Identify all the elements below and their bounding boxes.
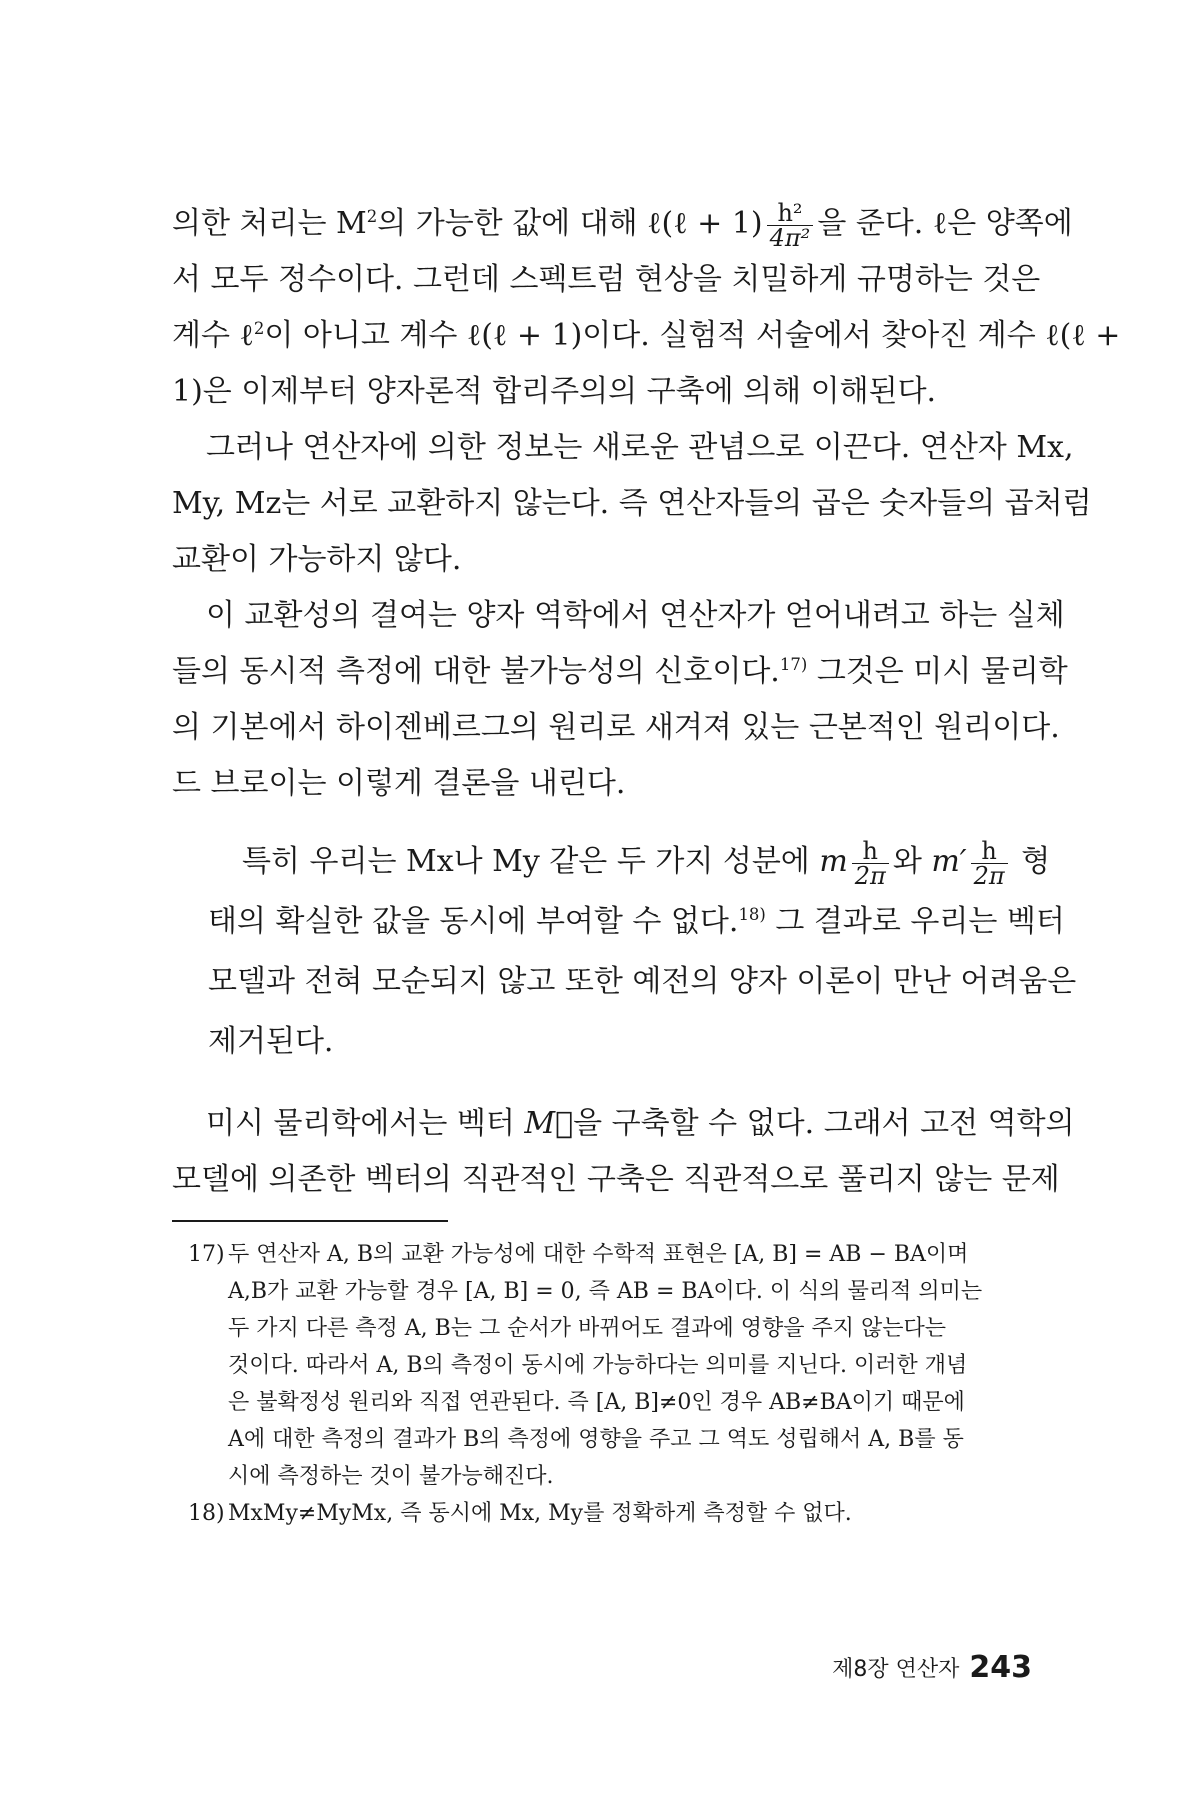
fraction-h-2pi (971, 836, 1008, 890)
footnote-number: 18) (188, 1501, 225, 1526)
paragraph-1 (172, 196, 1121, 812)
text-line: 서 모두 정수이다. 그런데 스펙트럼 현상을 치밀하게 규명하는 것은 (172, 262, 1041, 297)
text-line: 드 브로이는 이렇게 결론을 내린다. (172, 766, 626, 801)
text-line: 모델과 전혀 모순되지 않고 또한 예전의 양자 이론이 만난 어려움은 (208, 964, 1077, 999)
text-line (172, 196, 1073, 252)
text-span: 그것은 미시 물리학 (807, 654, 1068, 689)
fraction-denominator: 2π (854, 861, 886, 890)
fraction-h2-4pi2 (767, 198, 814, 252)
text-line: 시에 측정하는 것이 불가능해진다. (228, 1464, 554, 1489)
text-line: 두 가지 다른 측정 A, B는 그 순서가 바뀌어도 결과에 영향을 주지 않는다는 (228, 1316, 947, 1341)
footnote-number: 17) (188, 1242, 225, 1267)
text-line (172, 1096, 1075, 1152)
block-quote (208, 832, 1077, 1072)
text-span: 의 가능한 값에 대해 ℓ(ℓ + 1) (377, 206, 763, 241)
text-span: 을 준다. ℓ은 양쪽에 (817, 206, 1073, 241)
fraction-numerator: h² (767, 201, 814, 226)
text-span: 들의 동시적 측정에 대한 불가능성의 신호이다. (172, 654, 780, 689)
text-line: A에 대한 측정의 결과가 B의 측정에 영향을 주고 그 역도 성립해서 A, B를 동 (228, 1427, 964, 1452)
text-span: 그 결과로 우리는 벡터 (765, 904, 1065, 939)
footnote-18 (188, 1495, 1036, 1532)
vector-m: M⃗ (524, 1106, 574, 1141)
text-line: 두 연산자 A, B의 교환 가능성에 대한 수학적 표현은 [A, B] = AB − BA이며 (228, 1242, 969, 1267)
text-line: MxMy≠MyMx, 즉 동시에 Mx, My를 정확하게 측정할 수 없다. (228, 1501, 852, 1526)
fraction-numerator: h (971, 839, 1008, 864)
text-span: 이 아니고 계수 ℓ(ℓ + 1)이다. 실험적 서술에서 찾아진 계수 ℓ(ℓ + (264, 318, 1121, 353)
paragraph-4 (172, 1096, 1075, 1208)
text-span: 태의 확실한 값을 동시에 부여할 수 없다. (208, 904, 739, 939)
text-line: A,B가 교환 가능할 경우 [A, B] = 0, 즉 AB = BA이다. 이 식의 물리적 의미는 (228, 1279, 983, 1304)
text-line: 1)은 이제부터 양자론적 합리주의의 구축에 의해 이해된다. (172, 374, 937, 409)
text-line (172, 644, 1068, 700)
text-line: 은 불확정성 원리와 직접 연관된다. 즉 [A, B]≠0인 경우 AB≠BA이기 때문에 (228, 1390, 965, 1415)
text-line: 제거된다. (208, 1024, 334, 1059)
superscript: 2 (253, 319, 265, 338)
text-line: 것이다. 따라서 A, B의 측정이 동시에 가능하다는 의미를 지닌다. 이러한 개념 (228, 1353, 968, 1378)
footnote-divider (172, 1220, 448, 1222)
text-span: 계수 ℓ (172, 318, 254, 353)
text-line (208, 832, 1051, 892)
text-line: 모델에 의존한 벡터의 직관적인 구축은 직관적으로 풀리지 않는 문제 (172, 1162, 1060, 1197)
math-m-prime: m′ (931, 844, 967, 879)
footnote-ref: 18) (738, 905, 766, 924)
text-line: 그러나 연산자에 의한 정보는 새로운 관념으로 이끈다. 연산자 Mx, (206, 430, 1074, 465)
text-line (208, 892, 1065, 952)
text-span: 미시 물리학에서는 벡터 (206, 1106, 525, 1141)
text-span: 특히 우리는 Mx나 My 같은 두 가지 성분에 (242, 844, 820, 879)
math-m: m (819, 844, 848, 879)
chapter-title: 제8장 연산자 (832, 1657, 960, 1682)
fraction-denominator: 2π (973, 861, 1005, 890)
footnote-text (228, 1495, 1036, 1532)
fraction-h-2pi (852, 836, 889, 890)
footnote-text (228, 1236, 1036, 1495)
text-span: 의한 처리는 M (172, 206, 367, 241)
text-line (172, 308, 1121, 364)
footnote-ref: 17) (779, 655, 808, 674)
text-span: 와 (892, 844, 932, 879)
page-number: 243 (969, 1650, 1032, 1685)
superscript: 2 (366, 207, 378, 226)
fraction-denominator: 4π² (769, 223, 811, 252)
footnotes (188, 1236, 1036, 1532)
text-line: 의 기본에서 하이젠베르그의 원리로 새겨져 있는 근본적인 원리이다. (172, 710, 1060, 745)
footnote-17 (188, 1236, 1036, 1495)
text-span: 을 구축할 수 없다. 그래서 고전 역학의 (573, 1106, 1075, 1141)
fraction-numerator: h (852, 839, 889, 864)
text-line: 교환이 가능하지 않다. (172, 542, 462, 577)
page-footer (780, 1650, 1032, 1685)
text-line: 이 교환성의 결여는 양자 역학에서 연산자가 얻어내려고 하는 실체 (206, 598, 1065, 633)
text-line: My, Mz는 서로 교환하지 않는다. 즉 연산자들의 곱은 숫자들의 곱처럼 (172, 486, 1092, 521)
text-span: 형 (1011, 844, 1051, 879)
